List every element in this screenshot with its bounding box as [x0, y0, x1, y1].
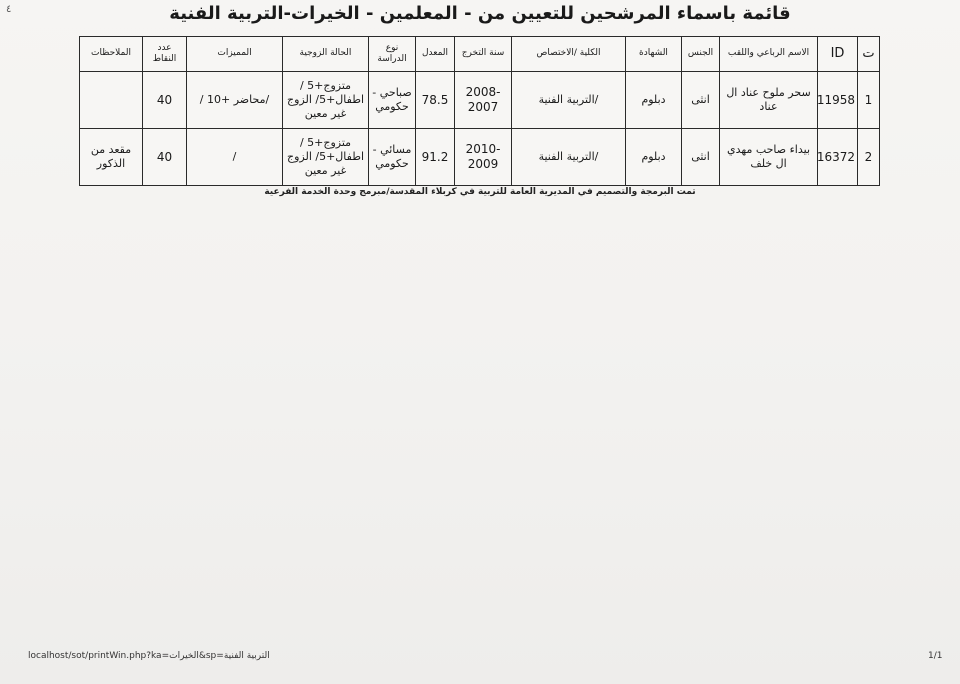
cell-points: 40 — [143, 129, 187, 186]
table-header-row — [80, 37, 880, 72]
candidates-table — [79, 36, 880, 186]
header-certificate: الشهادة — [626, 37, 682, 72]
cell-id: 11958 — [818, 72, 858, 129]
cell-notes — [80, 72, 143, 129]
header-name: الاسم الرباعي واللقب — [720, 37, 818, 72]
cell-notes: مقعد من الذكور — [80, 129, 143, 186]
cell-grad-year: 2010-2009 — [455, 129, 512, 186]
cell-marital: متزوج+5 / اطفال+5/ الزوج غير معين — [283, 72, 369, 129]
header-gender: الجنس — [682, 37, 720, 72]
cell-features: / — [187, 129, 283, 186]
header-marital: الحالة الزوجية — [283, 37, 369, 72]
cell-name: سحر ملوح عناد ال عناد — [720, 72, 818, 129]
cell-grad-year: 2008-2007 — [455, 72, 512, 129]
header-study-type: نوع الدراسة — [369, 37, 416, 72]
cell-average: 78.5 — [416, 72, 455, 129]
header-college: الكلية /الاختصاص — [512, 37, 626, 72]
header-points: عدد النقاط — [143, 37, 187, 72]
cell-college: /التربية الفنية — [512, 129, 626, 186]
page-counter: 1/1 — [928, 651, 943, 661]
cell-gender: انثى — [682, 129, 720, 186]
footnote: تمت البرمجة والتصميم في المديرية العامة للتربية في كربلاء المقدسة/مبرمج وحدة الخدمة الفرعية — [264, 187, 696, 197]
cell-certificate: دبلوم — [626, 129, 682, 186]
cell-study-type: مسائي - حكومي — [369, 129, 416, 186]
print-url: localhost/sot/printWin.php?ka=الخيرات&sp=التربية الفنية — [28, 651, 270, 661]
cell-points: 40 — [143, 72, 187, 129]
cell-college: /التربية الفنية — [512, 72, 626, 129]
page-title: قائمة باسماء المرشحين للتعيين من - المعلمين - الخيرات-التربية الفنية — [169, 3, 791, 24]
cell-features: /محاضر +10 / — [187, 72, 283, 129]
header-seq: ت — [858, 37, 880, 72]
cell-name: بيداء صاحب مهدي ال خلف — [720, 129, 818, 186]
header-grad-year: سنة التخرج — [455, 37, 512, 72]
corner-mark: ٤ — [6, 4, 12, 15]
header-features: المميزات — [187, 37, 283, 72]
cell-certificate: دبلوم — [626, 72, 682, 129]
header-average: المعدل — [416, 37, 455, 72]
cell-gender: انثى — [682, 72, 720, 129]
cell-seq: 2 — [858, 129, 880, 186]
cell-study-type: صباحي - حكومي — [369, 72, 416, 129]
cell-average: 91.2 — [416, 129, 455, 186]
cell-marital: متزوج+5 / اطفال+5/ الزوج غير معين — [283, 129, 369, 186]
cell-id: 16372 — [818, 129, 858, 186]
table-row — [80, 72, 880, 129]
table-row — [80, 129, 880, 186]
cell-seq: 1 — [858, 72, 880, 129]
header-id: ID — [818, 37, 858, 72]
header-notes: الملاحظات — [80, 37, 143, 72]
